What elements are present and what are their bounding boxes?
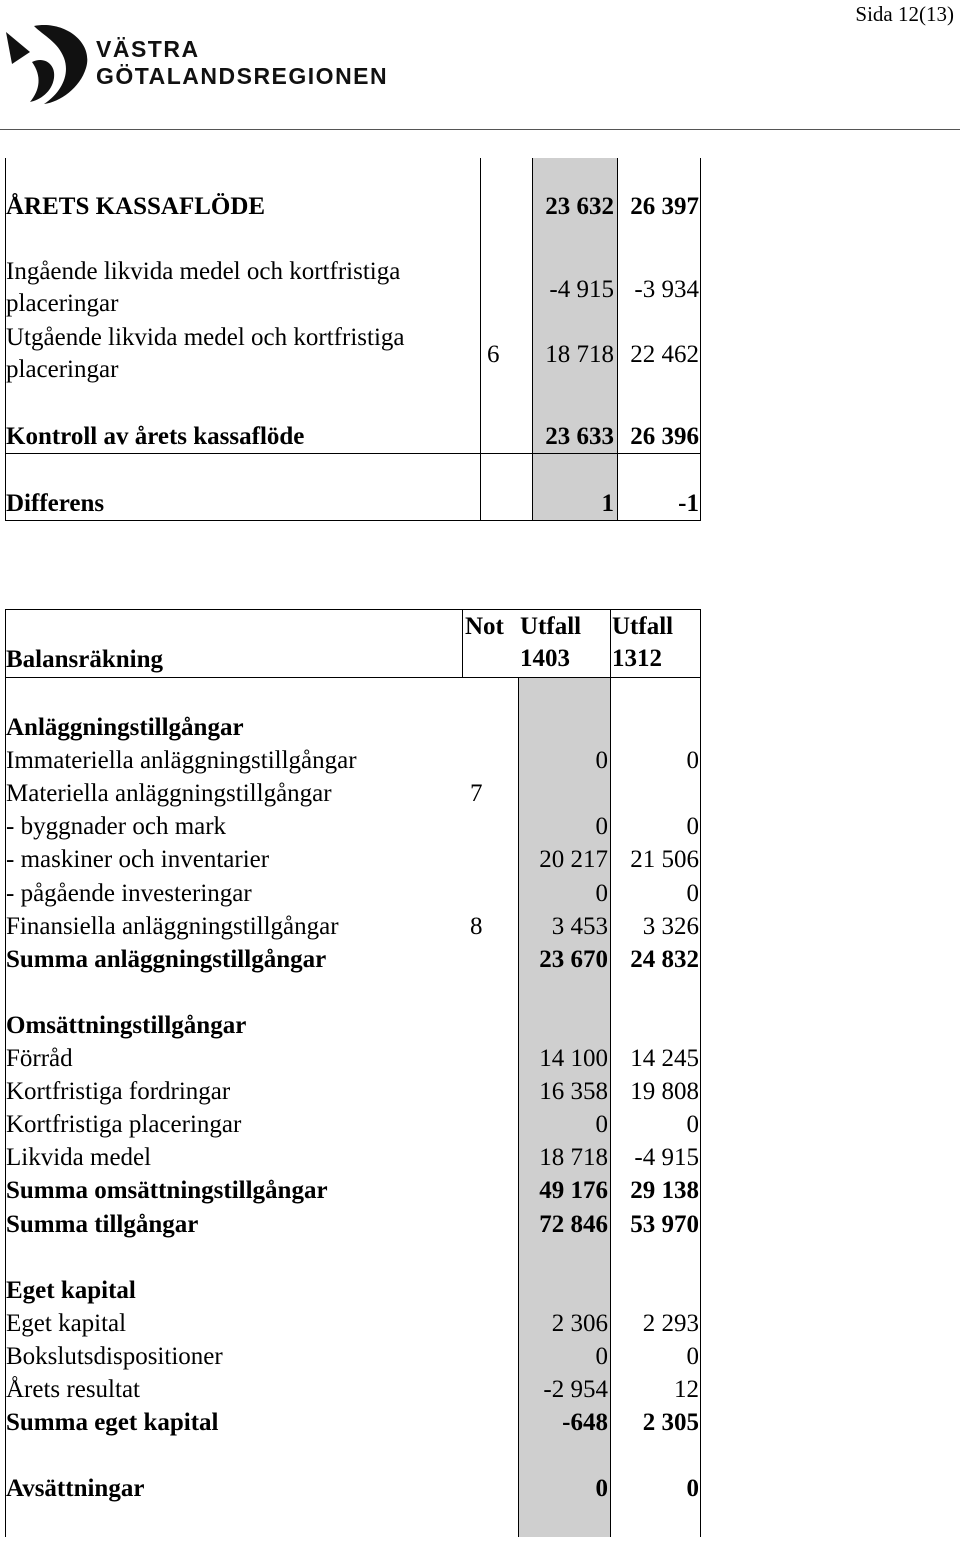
utgaende-value-a: 18 718 bbox=[545, 341, 614, 368]
col-header-b-2: 1312 bbox=[612, 645, 662, 672]
row-value-a: 72 846 bbox=[539, 1211, 608, 1238]
row-label: Eget kapital bbox=[6, 1277, 136, 1304]
row-label: Eget kapital bbox=[6, 1310, 127, 1337]
row-label: - maskiner och inventarier bbox=[6, 846, 270, 873]
utgaende-label-2: placeringar bbox=[6, 356, 119, 383]
col-header-b-1: Utfall bbox=[612, 613, 674, 640]
row-label: Materiella anläggningstillgångar bbox=[6, 780, 332, 807]
row-value-a: 16 358 bbox=[539, 1078, 608, 1105]
row-label: Avsättningar bbox=[6, 1475, 145, 1502]
ingaende-value-b: -3 934 bbox=[634, 276, 699, 303]
row-value-b: 14 245 bbox=[630, 1045, 699, 1072]
row-value-b: 2 293 bbox=[642, 1310, 699, 1337]
row-value-a: 0 bbox=[595, 1475, 608, 1502]
row-value-b: 0 bbox=[686, 1111, 699, 1138]
row-label: - byggnader och mark bbox=[6, 813, 227, 840]
differens-value-b: -1 bbox=[678, 490, 699, 517]
col-header-a-1: Utfall bbox=[520, 613, 582, 640]
row-label: Bokslutsdispositioner bbox=[6, 1343, 223, 1370]
differens-value-a: 1 bbox=[601, 490, 614, 517]
row-value-b: -4 915 bbox=[634, 1144, 699, 1171]
row-label: Årets resultat bbox=[6, 1376, 140, 1403]
cashflow-title: ÅRETS KASSAFLÖDE bbox=[6, 193, 266, 220]
vgr-logo bbox=[4, 22, 394, 112]
row-label: Summa omsättningstillgångar bbox=[6, 1177, 328, 1204]
cashflow-total-b: 26 397 bbox=[630, 193, 699, 220]
row-not: 8 bbox=[470, 913, 483, 940]
col-header-not: Not bbox=[465, 613, 504, 640]
row-value-b: 2 305 bbox=[642, 1409, 699, 1436]
row-value-a: -2 954 bbox=[543, 1376, 608, 1403]
row-value-b: 0 bbox=[686, 813, 699, 840]
shaded-column bbox=[518, 677, 610, 1537]
row-value-b: 0 bbox=[686, 1475, 699, 1502]
row-value-b: 3 326 bbox=[642, 913, 699, 940]
row-value-a: 3 453 bbox=[551, 913, 608, 940]
row-value-a: -648 bbox=[562, 1409, 608, 1436]
row-label: Omsättningstillgångar bbox=[6, 1012, 247, 1039]
kontroll-label: Kontroll av årets kassaflöde bbox=[6, 423, 305, 450]
row-label: Kortfristiga fordringar bbox=[6, 1078, 231, 1105]
balance-title: Balansräkning bbox=[6, 646, 164, 673]
row-value-b: 19 808 bbox=[630, 1078, 699, 1105]
utgaende-label-1: Utgående likvida medel och kortfristiga bbox=[6, 324, 405, 351]
ingaende-label-2: placeringar bbox=[6, 290, 119, 317]
row-value-b: 21 506 bbox=[630, 846, 699, 873]
cashflow-total-a: 23 632 bbox=[545, 193, 614, 220]
row-label: Förråd bbox=[6, 1045, 73, 1072]
col-header-a-2: 1403 bbox=[520, 645, 570, 672]
kontroll-value-b: 26 396 bbox=[630, 423, 699, 450]
row-label: Summa tillgångar bbox=[6, 1211, 199, 1238]
utgaende-value-b: 22 462 bbox=[630, 341, 699, 368]
vgr-emblem-icon bbox=[4, 22, 94, 108]
utgaende-not: 6 bbox=[487, 341, 500, 368]
row-label: Finansiella anläggningstillgångar bbox=[6, 913, 339, 940]
page-number: Sida 12(13) bbox=[855, 2, 954, 26]
row-value-a: 20 217 bbox=[539, 846, 608, 873]
row-value-a: 2 306 bbox=[551, 1310, 608, 1337]
row-label: Likvida medel bbox=[6, 1144, 152, 1171]
logo-line-2: GÖTALANDSREGIONEN bbox=[96, 63, 389, 89]
row-value-a: 23 670 bbox=[539, 946, 608, 973]
differens-label: Differens bbox=[6, 490, 105, 517]
row-value-a: 18 718 bbox=[539, 1144, 608, 1171]
row-value-b: 24 832 bbox=[630, 946, 699, 973]
row-label: Kortfristiga placeringar bbox=[6, 1111, 242, 1138]
header-rule bbox=[0, 129, 960, 130]
row-value-b: 0 bbox=[686, 747, 699, 774]
row-value-a: 0 bbox=[595, 813, 608, 840]
row-value-a: 0 bbox=[595, 1111, 608, 1138]
row-value-b: 0 bbox=[686, 1343, 699, 1370]
kontroll-value-a: 23 633 bbox=[545, 423, 614, 450]
row-label: Immateriella anläggningstillgångar bbox=[6, 747, 357, 774]
row-not: 7 bbox=[470, 780, 483, 807]
row-value-a: 0 bbox=[595, 1343, 608, 1370]
row-value-a: 49 176 bbox=[539, 1177, 608, 1204]
row-value-b: 53 970 bbox=[630, 1211, 699, 1238]
ingaende-value-a: -4 915 bbox=[549, 276, 614, 303]
ingaende-label-1: Ingående likvida medel och kortfristiga bbox=[6, 258, 401, 285]
row-value-a: 0 bbox=[595, 747, 608, 774]
row-label: - pågående investeringar bbox=[6, 880, 252, 907]
row-value-b: 12 bbox=[674, 1376, 699, 1403]
row-value-a: 14 100 bbox=[539, 1045, 608, 1072]
row-value-b: 0 bbox=[686, 880, 699, 907]
row-value-b: 29 138 bbox=[630, 1177, 699, 1204]
logo-line-1: VÄSTRA bbox=[96, 36, 200, 62]
row-label: Summa eget kapital bbox=[6, 1409, 219, 1436]
row-label: Summa anläggningstillgångar bbox=[6, 946, 327, 973]
row-value-a: 0 bbox=[595, 880, 608, 907]
row-label: Anläggningstillgångar bbox=[6, 714, 244, 741]
